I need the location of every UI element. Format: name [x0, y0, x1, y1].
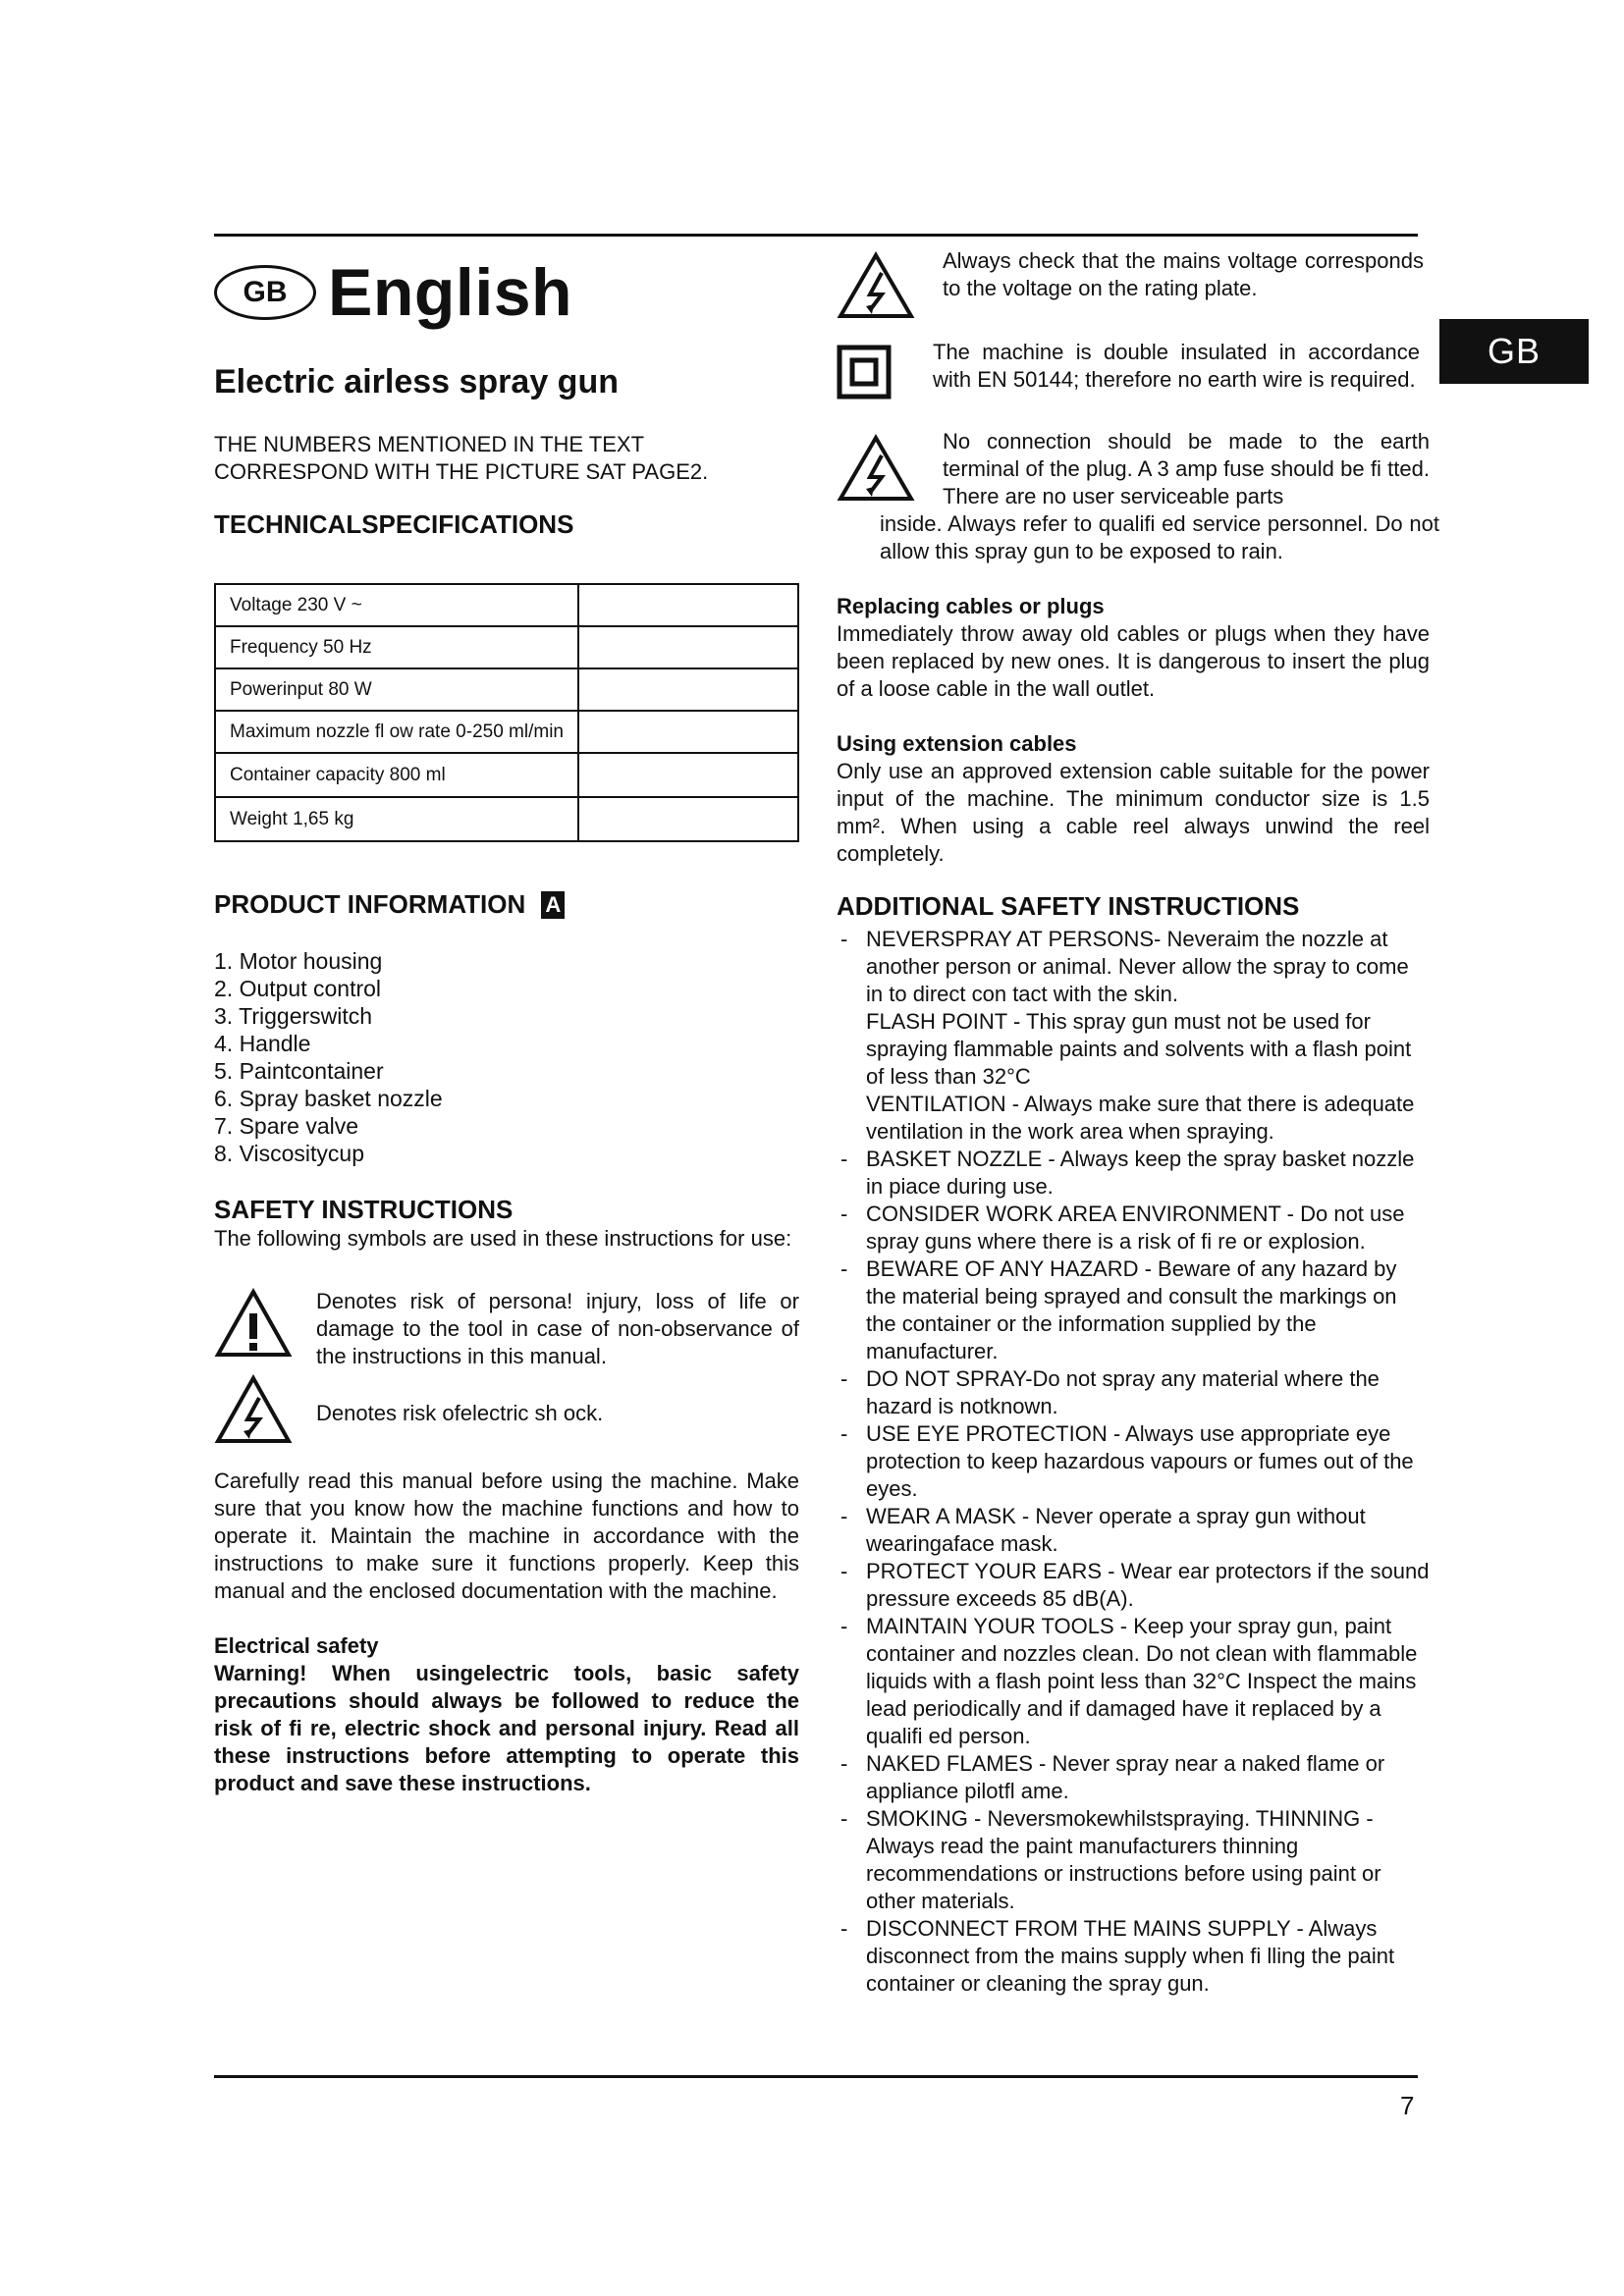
list-item: 1. Motor housing [214, 948, 383, 974]
product-parts-list [214, 947, 799, 1167]
spec-cell: Weight 1,65 kg [215, 797, 578, 841]
voltage-check-row [837, 247, 1430, 325]
table-row [215, 584, 798, 626]
spec-cell: Powerinput 80 W [215, 668, 578, 711]
extension-heading: Using extension cables [837, 731, 1077, 756]
safety-heading: SAFETY INSTRUCTIONS [214, 1195, 514, 1224]
tech-specs-heading: TECHNICALSPECIFICATIONS [214, 509, 574, 539]
spec-cell: Frequency 50 Hz [215, 626, 578, 668]
product-title: Electric airless spray gun [214, 363, 619, 400]
language-badge: GB [214, 265, 316, 320]
spec-empty-cell [578, 753, 798, 797]
spec-empty-cell [578, 797, 798, 841]
warning-triangle-icon [214, 1288, 300, 1363]
list-item: - SMOKING - Neversmokewhilstspraying. THINNING - Always read the paint manufacturers thinning recommendations or instructions before using paint or other materials. [840, 1806, 1381, 1913]
list-item: - NEVERSPRAY AT PERSONS- Neveraim the nozzle at another person or animal. Never allow the spray to come in to direct con tact with the skin. [840, 927, 1409, 1006]
read-manual-text: Carefully read this manual before using the machine. Make sure that you know how the machine functions and how to operate it. Maintain the machine in accordance with the instructions to make sure it functions properly. Keep this manual and the enclosed documentation with the machine. [214, 1468, 799, 1603]
electric-shock-icon [837, 434, 925, 507]
spec-cell: Container capacity 800 ml [215, 753, 578, 797]
cables-heading: Replacing cables or plugs [837, 594, 1105, 618]
spec-empty-cell [578, 668, 798, 711]
symbol-electric-text: Denotes risk ofelectric sh ock. [316, 1401, 604, 1425]
page-number: 7 [1400, 2091, 1415, 2120]
table-row [215, 711, 798, 753]
language-title: English [328, 255, 573, 330]
top-rule [214, 234, 1418, 237]
electric-shock-icon [214, 1374, 300, 1450]
table-row [215, 626, 798, 668]
language-header [214, 249, 799, 336]
symbol-general-text: Denotes risk of persona! injury, loss of life or damage to the tool in case of non-observance of the instructions in this manual. [316, 1289, 799, 1368]
right-column [837, 247, 1439, 1998]
list-item: - DO NOT SPRAY-Do not spray any material where the hazard is notknown. [840, 1366, 1380, 1418]
earth-row [837, 428, 1430, 510]
additional-safety-heading: ADDITIONAL SAFETY INSTRUCTIONS [837, 891, 1300, 921]
list-item: - DISCONNECT FROM THE MAINS SUPPLY - Always disconnect from the mains supply when fi lling the paint container or cleaning the spray gun. [840, 1916, 1395, 1996]
list-item: - CONSIDER WORK AREA ENVIRONMENT - Do not use spray guns where there is a risk of fi re or explosion. [840, 1201, 1405, 1254]
earth-text-2: inside. Always refer to qualifi ed service personnel. Do not allow this spray gun to be exposed to rain. [880, 511, 1439, 563]
list-item: - MAINTAIN YOUR TOOLS - Keep your spray gun, paint container and nozzles clean. Do not clean with flammable liquids with a flash point less than 32°C Inspect the mains lead periodically and if damaged have it replaced by a qualifi ed person. [840, 1614, 1418, 1748]
spec-empty-cell [578, 711, 798, 753]
electrical-safety-heading: Electrical safety [214, 1633, 379, 1658]
list-item: 6. Spray basket nozzle [214, 1086, 443, 1111]
language-tab: GB [1439, 319, 1589, 384]
spec-empty-cell [578, 626, 798, 668]
list-item: - PROTECT YOUR EARS - Wear ear protectors if the sound pressure exceeds 85 dB(A). [840, 1559, 1430, 1611]
list-item: 7. Spare valve [214, 1113, 359, 1139]
list-item: VENTILATION - Always make sure that there is adequate ventilation in the work area when spraying. [866, 1092, 1415, 1144]
figure-a-badge: A [541, 891, 565, 919]
intro-line-1: THE NUMBERS MENTIONED IN THE TEXT [214, 432, 645, 456]
product-info-header [214, 889, 799, 920]
spec-empty-cell [578, 584, 798, 626]
list-item: - BASKET NOZZLE - Always keep the spray basket nozzle in piace during use. [840, 1147, 1415, 1199]
product-info-heading: PRODUCT INFORMATION [214, 889, 526, 919]
intro-line-2: CORRESPOND WITH THE PICTURE SAT PAGE2. [214, 459, 709, 484]
list-item: 3. Triggerswitch [214, 1003, 373, 1029]
double-insulated-text: The machine is double insulated in accordance with EN 50144; therefore no earth wire is required. [933, 340, 1420, 392]
earth-text-1: No connection should be made to the earth terminal of the plug. A 3 amp fuse should be fi tted. There are no user serviceable parts [943, 429, 1430, 508]
safety-intro: The following symbols are used in these instructions for use: [214, 1226, 792, 1251]
specs-table [214, 583, 799, 842]
bottom-rule [214, 2075, 1418, 2078]
voltage-check-text: Always check that the mains voltage corresponds to the voltage on the rating plate. [943, 248, 1424, 300]
additional-safety-list [837, 926, 1430, 1998]
double-insulated-row [837, 339, 1430, 404]
list-item: 8. Viscositycup [214, 1141, 364, 1166]
list-item: 2. Output control [214, 976, 382, 1001]
double-insulation-icon [837, 345, 925, 404]
list-item: - USE EYE PROTECTION - Always use appropriate eye protection to keep hazardous vapours or fumes out of the eyes. [840, 1421, 1414, 1501]
list-item: - NAKED FLAMES - Never spray near a naked flame or appliance pilotfl ame. [840, 1751, 1385, 1803]
cables-text: Immediately throw away old cables or plugs when they have been replaced by new ones. It is dangerous to insert the plug of a loose cable in the wall outlet. [837, 621, 1430, 701]
list-item: 4. Handle [214, 1031, 311, 1056]
symbol-row-electric [214, 1374, 799, 1450]
electrical-warning: Warning! When usingelectric tools, basic safety precautions should always be followed to reduce the risk of fi re, electric shock and personal injury. Read all these instructions before attempting to operate this product and save these instructions. [214, 1661, 799, 1795]
list-item: - WEAR A MASK - Never operate a spray gun without wearingaface mask. [840, 1504, 1366, 1556]
table-row [215, 797, 798, 841]
spec-cell: Maximum nozzle fl ow rate 0-250 ml/min [215, 711, 578, 753]
list-item: 5. Paintcontainer [214, 1058, 384, 1084]
extension-text: Only use an approved extension cable suitable for the power input of the machine. The minimum conductor size is 1.5 mm². When using a cable reel always unwind the reel completely. [837, 759, 1430, 866]
list-item: FLASH POINT - This spray gun must not be used for spraying flammable paints and solvents with a flash point of less than 32°C [866, 1009, 1412, 1089]
spec-cell: Voltage 230 V ~ [215, 584, 578, 626]
list-item: - BEWARE OF ANY HAZARD - Beware of any hazard by the material being sprayed and consult the markings on the container or the information supplied by the manufacturer. [840, 1256, 1397, 1363]
table-row [215, 753, 798, 797]
left-column [214, 247, 799, 1797]
electric-shock-icon [837, 251, 925, 325]
symbol-row-general [214, 1288, 799, 1370]
table-row [215, 668, 798, 711]
